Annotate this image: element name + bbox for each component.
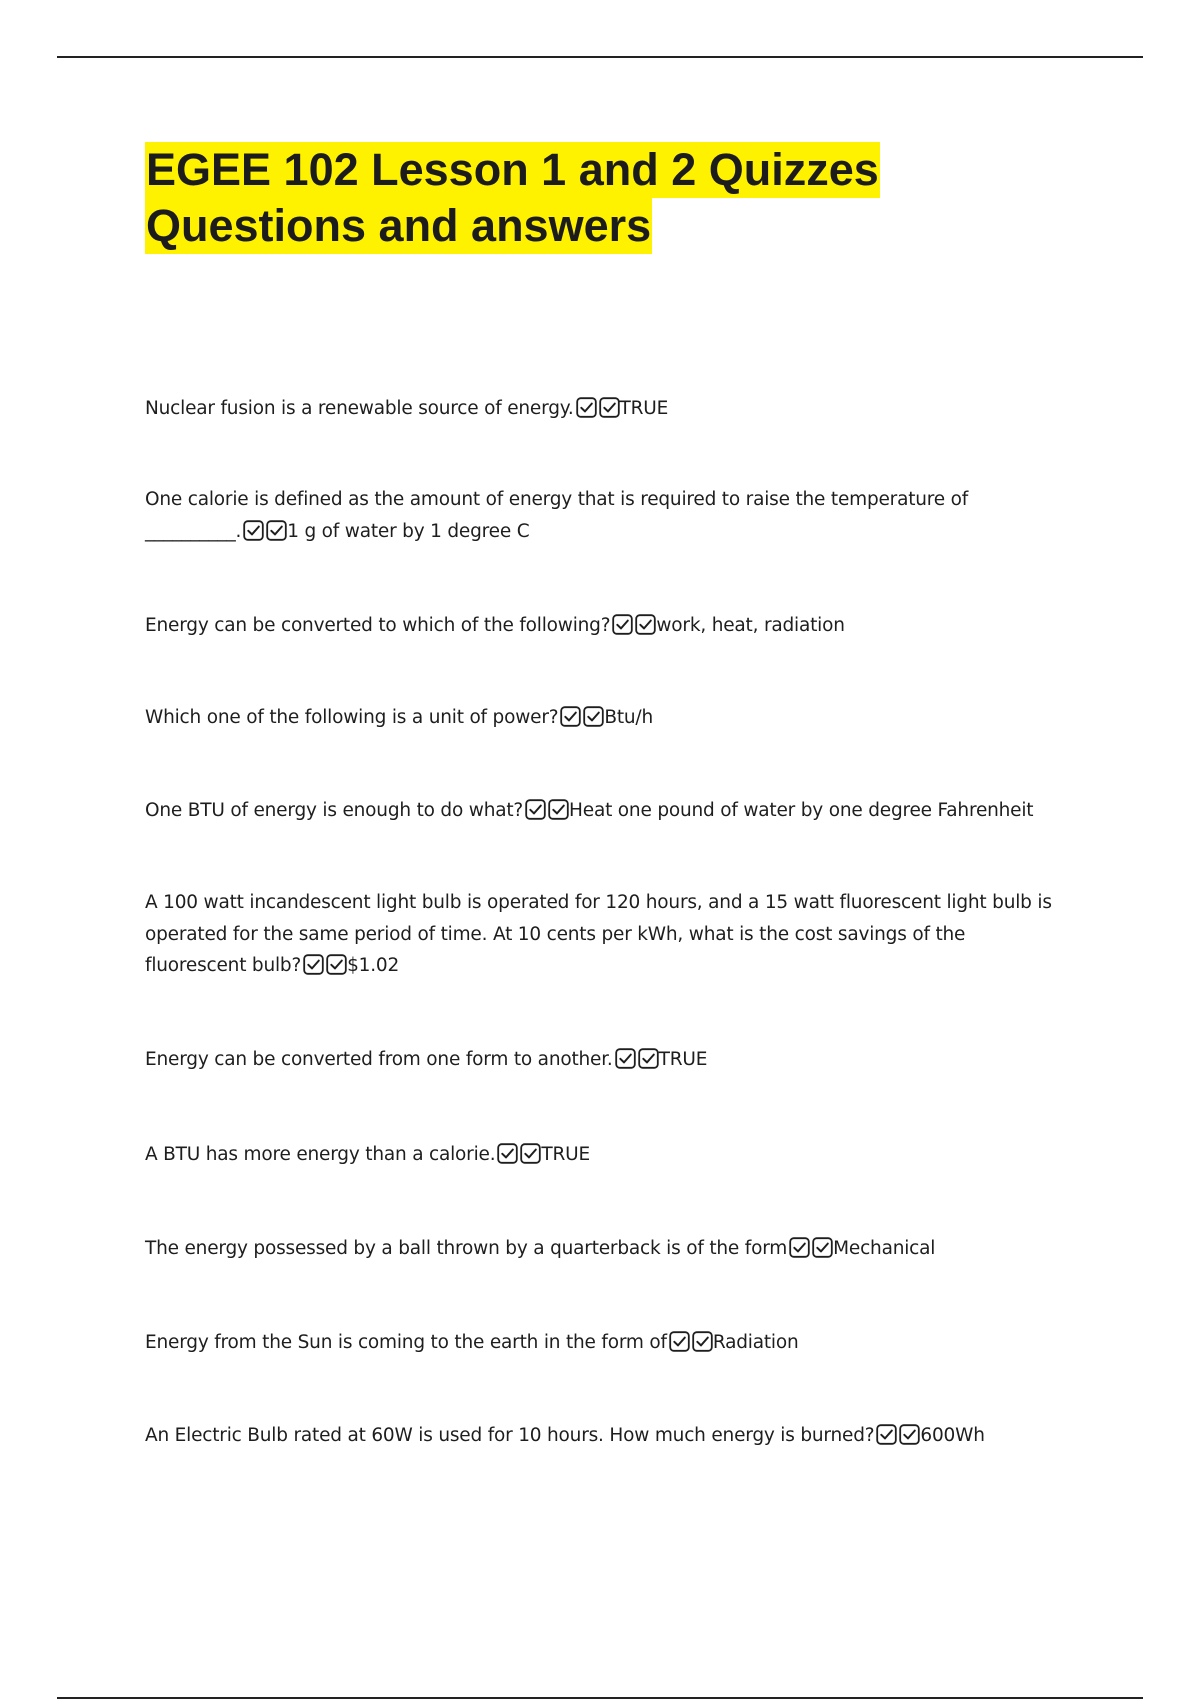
answer-text: Heat one pound of water by one degree Fahrenheit [569, 800, 1034, 821]
answer-text: Btu/h [604, 707, 653, 728]
answer-text: TRUE [619, 398, 669, 419]
question-text: Energy can be converted from one form to another. [145, 1049, 613, 1070]
qa-item [145, 1327, 1065, 1359]
checked-box-icon [497, 1143, 518, 1164]
question-text: One BTU of energy is enough to do what? [145, 800, 524, 821]
document-title [145, 142, 1125, 254]
checked-box-icon [669, 1331, 690, 1352]
checked-box-icon [326, 954, 347, 975]
question-text: A BTU has more energy than a calorie. [145, 1144, 496, 1165]
checked-box-icon [548, 799, 569, 820]
checked-box-icon [692, 1331, 713, 1352]
title-line-2: Questions and answers [145, 198, 652, 254]
qa-item [145, 795, 1065, 827]
answer-text: $1.02 [347, 955, 400, 976]
answer-text: TRUE [541, 1144, 590, 1165]
checked-box-icon [635, 614, 656, 635]
checked-box-icon [583, 706, 604, 727]
checked-box-icon [525, 799, 546, 820]
checked-box-icon [899, 1424, 920, 1445]
question-text: Which one of the following is a unit of power? [145, 707, 559, 728]
answer-text: work, heat, radiation [656, 615, 845, 636]
question-text: An Electric Bulb rated at 60W is used for 10 hours. How much energy is burned? [145, 1425, 875, 1446]
qa-item [145, 610, 1065, 642]
question-text: One calorie is defined as the amount of energy that is required to raise the temperature of __________. [145, 489, 969, 542]
qa-item [145, 1420, 1065, 1452]
title-line-1: EGEE 102 Lesson 1 and 2 Quizzes [145, 142, 880, 198]
question-text: Energy from the Sun is coming to the earth in the form of [145, 1332, 667, 1353]
checked-box-icon [876, 1424, 897, 1445]
answer-text: 1 g of water by 1 degree C [287, 520, 530, 542]
qa-item [145, 887, 1065, 982]
checked-box-icon [612, 614, 633, 635]
checked-box-icon [615, 1048, 636, 1069]
question-text: Energy can be converted to which of the following? [145, 615, 611, 636]
qa-item [145, 1139, 1065, 1171]
checked-box-icon [638, 1048, 659, 1069]
checked-box-icon [576, 397, 597, 418]
checked-box-icon [243, 520, 264, 541]
qa-item [145, 393, 1065, 425]
answer-text: Radiation [712, 1332, 799, 1353]
question-text: The energy possessed by a ball thrown by a quarterback is of the form [145, 1238, 788, 1259]
checked-box-icon [266, 520, 287, 541]
top-rule [57, 56, 1143, 58]
checked-box-icon [520, 1143, 541, 1164]
checked-box-icon [812, 1237, 833, 1258]
checked-box-icon [303, 954, 324, 975]
checked-box-icon [789, 1237, 810, 1258]
bottom-rule [57, 1697, 1143, 1699]
qa-item [145, 484, 1065, 547]
checked-box-icon [560, 706, 581, 727]
question-text: Nuclear fusion is a renewable source of energy. [145, 398, 574, 419]
checked-box-icon [599, 397, 620, 418]
question-text: A 100 watt incandescent light bulb is operated for 120 hours, and a 15 watt fluorescent light bulb is operated for the same period of time. At 10 cents per kWh, what is the cost savings of the fluorescent bulb? [145, 892, 1052, 976]
qa-item [145, 1233, 1065, 1265]
answer-text: 600Wh [920, 1425, 985, 1446]
answer-text: Mechanical [833, 1238, 936, 1259]
qa-item [145, 702, 1065, 734]
answer-text: TRUE [658, 1049, 708, 1070]
qa-item [145, 1044, 1065, 1076]
